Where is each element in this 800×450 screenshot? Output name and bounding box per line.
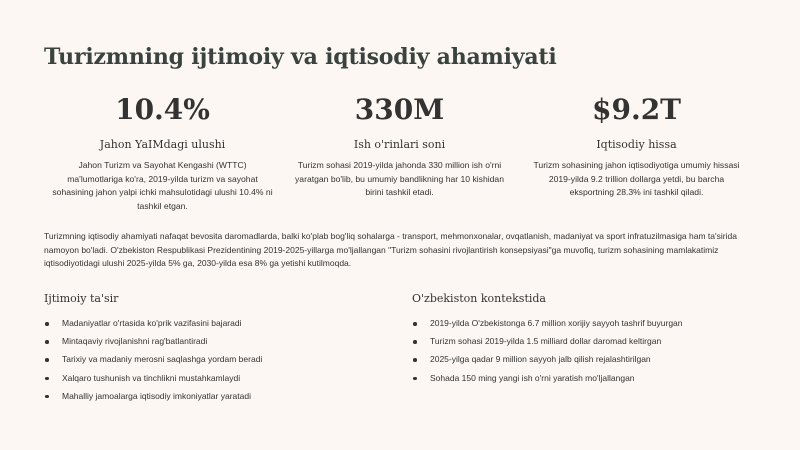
list-item-text: Mintaqaviy rivojlanishni rag'batlantiradi (62, 336, 208, 347)
stat-economic-contribution (518, 92, 755, 213)
list-item-text: Turizm sohasi 2019-yilda 1.5 milliard dollar daromad keltirgan (430, 336, 662, 347)
list-item (412, 318, 756, 329)
stat-gdp-share (44, 92, 281, 213)
bullet-icon (413, 340, 417, 344)
stat-label: Iqtisodiy hissa (596, 138, 677, 151)
list-item-text: Mahalliy jamoalarga iqtisodiy imkoniyatlar yaratadi (62, 390, 251, 401)
stat-jobs (281, 92, 518, 213)
page-title: Turizmning ijtimoiy va iqtisodiy ahamiyati (44, 44, 557, 70)
list-item-text: Sohada 150 ming yangi ish o'rni yaratish mo'ljallangan (430, 372, 635, 383)
list-item (44, 318, 384, 329)
bullet-icon (45, 322, 49, 326)
section-heading: O'zbekiston kontekstida (412, 292, 546, 305)
stat-label: Jahon YaIMdagi ulushi (99, 138, 226, 151)
stat-value: $9.2T (591, 93, 682, 126)
bullet-icon (413, 322, 417, 326)
social-impact-section (44, 292, 384, 409)
stat-label: Ish o'rinlari soni (353, 138, 446, 151)
stat-description: Turizm sohasi 2019-yilda jahonda 330 million ish o'rni yaratgan bo'lib, bu umumiy bandlikning har 10 kishidan birini tashkil etadi. (295, 160, 504, 197)
list-item-text: Tarixiy va madaniy merosni saqlashga yordam beradi (62, 354, 263, 365)
list-item (412, 336, 756, 347)
stat-description: Jahon Turizm va Sayohat Kengashi (WTTC) ma'lumotlariga ko'ra, 2019-yilda turizm va sayohat sohasining jahon yalpi ichki mahsulotidagi ulushi 10.4% ni tashkil etgan. (52, 160, 273, 211)
list-item (412, 373, 756, 384)
bullet-icon (45, 358, 49, 362)
bullet-icon (45, 395, 49, 399)
list-item (412, 354, 756, 365)
stat-value: 330M (354, 93, 445, 126)
list-item (44, 336, 384, 347)
uzbekistan-context-list (412, 318, 756, 384)
bullet-icon (45, 340, 49, 344)
bullet-icon (45, 377, 49, 381)
list-item (44, 354, 384, 365)
list-item (44, 373, 384, 384)
stat-description: Turizm sohasining jahon iqtisodiyotiga umumiy hissasi 2019-yilda 9.2 trillion dollarga yetdi, bu barcha eksportning 28.3% ini tashkil qiladi. (533, 160, 740, 197)
list-item-text: Xalqaro tushunish va tinchlikni mustahkamlaydi (62, 372, 241, 383)
body-paragraph: Turizmning iqtisodiy ahamiyati nafaqat bevosita daromadlarda, balki ko'plab bog'liq sohalarga - transport, mehmonxonalar, ovqatlanish, madaniyat va sport infratuzilmasiga ham ta'sirida namoyon bo'ladi. O'zbekiston Respublikasi Prezidentining 2019-2025-yillarga mo'ljallangan "Turizm sohasini rivojlantirish konsepsiyasi"ga muvofiq, turizm sohasining mamlakatimiz iqtisodiyotidagi ulushi 2025-yilda 5% ga, 2030-yilda esa 8% ga yetishi kutilmoqda. (44, 231, 737, 268)
bullet-icon (413, 377, 417, 381)
stat-value: 10.4% (115, 93, 210, 126)
social-impact-list (44, 318, 384, 402)
uzbekistan-context-section (412, 292, 756, 391)
section-heading: Ijtimoiy ta'sir (44, 292, 119, 305)
list-item-text: 2019-yilda O'zbekistonga 6.7 million xorijiy sayyoh tashrif buyurgan (430, 318, 683, 328)
list-item-text: Madaniyatlar o'rtasida ko'prik vazifasini bajaradi (62, 318, 242, 328)
stats-row (44, 92, 756, 213)
bullet-icon (413, 358, 417, 362)
list-item-text: 2025-yilga qadar 9 million sayyoh jalb qilish rejalashtirilgan (430, 354, 651, 365)
list-item (44, 391, 384, 402)
